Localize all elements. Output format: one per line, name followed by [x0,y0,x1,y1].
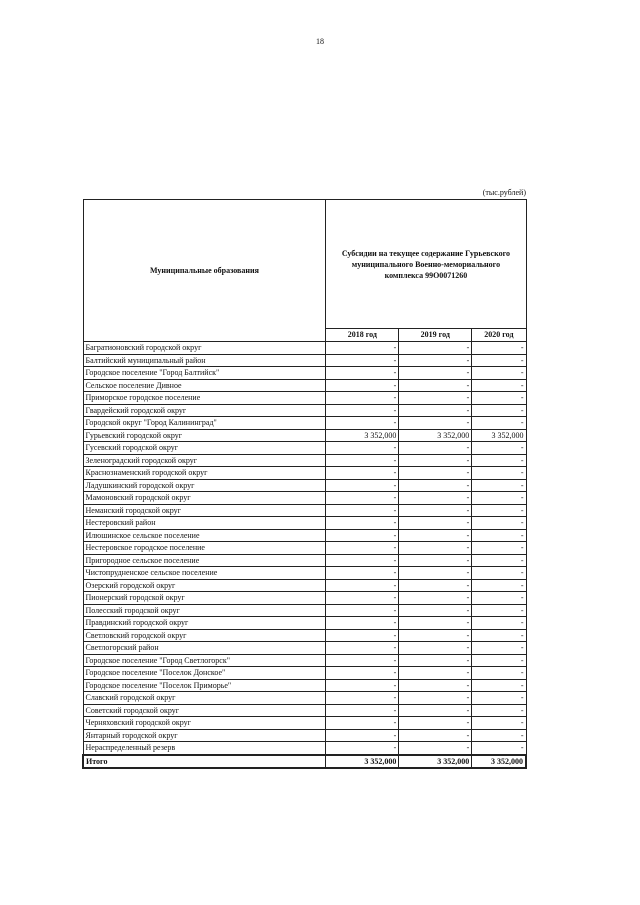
municipality-name: Чистопрудненское сельское поселение [83,567,326,580]
value-2018: - [326,517,399,530]
municipality-name: Черняховский городской округ [83,717,326,730]
value-2019: - [399,354,472,367]
total-label: Итого [83,755,326,769]
table-row [83,692,526,705]
value-2018: - [326,554,399,567]
table-row [83,667,526,680]
units-label: (тыс.рублей) [482,188,526,197]
value-2020: - [472,717,526,730]
value-2018: - [326,617,399,630]
value-2019: - [399,604,472,617]
table-row [83,742,526,755]
municipality-name: Нестеровский район [83,517,326,530]
value-2020: - [472,667,526,680]
municipality-name: Городское поселение "Город Балтийск" [83,367,326,380]
table-row [83,492,526,505]
table-row [83,454,526,467]
value-2019: - [399,417,472,430]
value-2020: - [472,692,526,705]
value-2018: - [326,704,399,717]
table-row [83,592,526,605]
value-2020: - [472,404,526,417]
value-2020: - [472,492,526,505]
municipality-name: Ладушкинский городской округ [83,479,326,492]
table-row [83,354,526,367]
table-row [83,504,526,517]
value-2018: - [326,742,399,755]
value-2018: - [326,442,399,455]
municipality-name: Пригородное сельское поселение [83,554,326,567]
value-2020: - [472,504,526,517]
value-2018: - [326,642,399,655]
table-row [83,417,526,430]
municipality-name: Сельское поселение Дивное [83,379,326,392]
value-2020: - [472,654,526,667]
value-2018: - [326,629,399,642]
value-2019: - [399,454,472,467]
value-2020: 3 352,000 [472,429,526,442]
table-row [83,704,526,717]
value-2018: - [326,667,399,680]
value-2020: - [472,442,526,455]
table-row [83,517,526,530]
value-2019: - [399,592,472,605]
table-row [83,367,526,380]
value-2018: - [326,342,399,355]
value-2019: - [399,542,472,555]
municipality-name: Пионерский городской округ [83,592,326,605]
value-2019: - [399,629,472,642]
value-2019: - [399,479,472,492]
value-2019: - [399,579,472,592]
value-2019: 3 352,000 [399,429,472,442]
value-2019: - [399,642,472,655]
value-2020: - [472,604,526,617]
value-2020: - [472,354,526,367]
table-row [83,554,526,567]
municipality-name: Городское поселение "Город Светлогорск" [83,654,326,667]
total-value-2019: 3 352,000 [399,755,472,769]
table-row [83,542,526,555]
value-2018: - [326,579,399,592]
value-2020: - [472,679,526,692]
value-2018: - [326,504,399,517]
value-2019: - [399,529,472,542]
value-2018: 3 352,000 [326,429,399,442]
header-year-2019: 2019 год [399,329,472,342]
table-row [83,442,526,455]
municipality-name: Зеленоградский городской округ [83,454,326,467]
value-2020: - [472,517,526,530]
value-2019: - [399,367,472,380]
header-year-2020: 2020 год [472,329,526,342]
municipality-name: Светловский городской округ [83,629,326,642]
table-row [83,342,526,355]
value-2020: - [472,742,526,755]
value-2020: - [472,592,526,605]
municipality-name: Городское поселение "Поселок Приморье" [83,679,326,692]
municipality-name: Мамоновский городской округ [83,492,326,505]
header-municipalities: Муниципальные образования [83,200,326,342]
value-2019: - [399,442,472,455]
municipality-name: Городской округ "Город Калининград" [83,417,326,430]
value-2019: - [399,567,472,580]
value-2019: - [399,392,472,405]
table-row [83,654,526,667]
municipality-name: Славский городской округ [83,692,326,705]
value-2019: - [399,704,472,717]
value-2019: - [399,654,472,667]
value-2020: - [472,342,526,355]
value-2020: - [472,567,526,580]
value-2020: - [472,417,526,430]
total-row [83,755,526,769]
value-2020: - [472,642,526,655]
municipality-name: Нестеровское городское поселение [83,542,326,555]
subsidy-table [82,199,527,769]
value-2018: - [326,404,399,417]
value-2018: - [326,654,399,667]
value-2019: - [399,517,472,530]
municipality-name: Неманский городской округ [83,504,326,517]
municipality-name: Илюшинское сельское поселение [83,529,326,542]
municipality-name: Полесский городской округ [83,604,326,617]
municipality-name: Багратионовский городской округ [83,342,326,355]
value-2018: - [326,717,399,730]
table-row [83,379,526,392]
value-2018: - [326,354,399,367]
table-row [83,679,526,692]
value-2020: - [472,392,526,405]
table-row [83,717,526,730]
municipality-name: Правдинский городской округ [83,617,326,630]
municipality-name: Светлогорский район [83,642,326,655]
value-2020: - [472,629,526,642]
value-2020: - [472,579,526,592]
table-row [83,617,526,630]
value-2019: - [399,679,472,692]
municipality-name: Нераспределенный резерв [83,742,326,755]
value-2018: - [326,567,399,580]
header-year-2018: 2018 год [326,329,399,342]
value-2019: - [399,492,472,505]
value-2019: - [399,717,472,730]
value-2020: - [472,479,526,492]
value-2019: - [399,667,472,680]
table-row [83,729,526,742]
value-2020: - [472,529,526,542]
value-2020: - [472,454,526,467]
value-2018: - [326,729,399,742]
value-2020: - [472,367,526,380]
table-row [83,604,526,617]
value-2020: - [472,704,526,717]
value-2019: - [399,404,472,417]
page-number: 18 [316,37,324,46]
municipality-name: Гвардейский городской округ [83,404,326,417]
header-subsidy: Субсидии на текущее содержание Гурьевского муниципального Военно-мемориального комплекса 99О0071260 [326,200,526,329]
value-2018: - [326,417,399,430]
value-2018: - [326,454,399,467]
table-row [83,404,526,417]
table-row [83,392,526,405]
value-2019: - [399,554,472,567]
municipality-name: Приморское городское поселение [83,392,326,405]
value-2018: - [326,367,399,380]
value-2018: - [326,679,399,692]
value-2018: - [326,592,399,605]
value-2018: - [326,542,399,555]
municipality-name: Гусевский городской округ [83,442,326,455]
table-row [83,467,526,480]
value-2019: - [399,379,472,392]
table-row [83,567,526,580]
municipality-name: Янтарный городской округ [83,729,326,742]
value-2020: - [472,542,526,555]
total-value-2020: 3 352,000 [472,755,526,769]
value-2018: - [326,692,399,705]
value-2018: - [326,479,399,492]
value-2019: - [399,742,472,755]
value-2020: - [472,617,526,630]
value-2018: - [326,529,399,542]
value-2020: - [472,729,526,742]
value-2020: - [472,554,526,567]
municipality-name: Краснознаменский городской округ [83,467,326,480]
municipality-name: Озерский городской округ [83,579,326,592]
table-row [83,429,526,442]
value-2018: - [326,492,399,505]
table-row [83,629,526,642]
value-2019: - [399,692,472,705]
value-2020: - [472,379,526,392]
value-2019: - [399,504,472,517]
value-2018: - [326,604,399,617]
municipality-name: Гурьевский городской округ [83,429,326,442]
table-row [83,479,526,492]
total-value-2018: 3 352,000 [326,755,399,769]
table-row [83,579,526,592]
table-row [83,642,526,655]
municipality-name: Балтийский муниципальный район [83,354,326,367]
value-2019: - [399,342,472,355]
value-2019: - [399,467,472,480]
value-2020: - [472,467,526,480]
municipality-name: Городское поселение "Поселок Донское" [83,667,326,680]
value-2018: - [326,379,399,392]
value-2018: - [326,467,399,480]
municipality-name: Советский городской округ [83,704,326,717]
value-2019: - [399,729,472,742]
value-2019: - [399,617,472,630]
table-row [83,529,526,542]
value-2018: - [326,392,399,405]
